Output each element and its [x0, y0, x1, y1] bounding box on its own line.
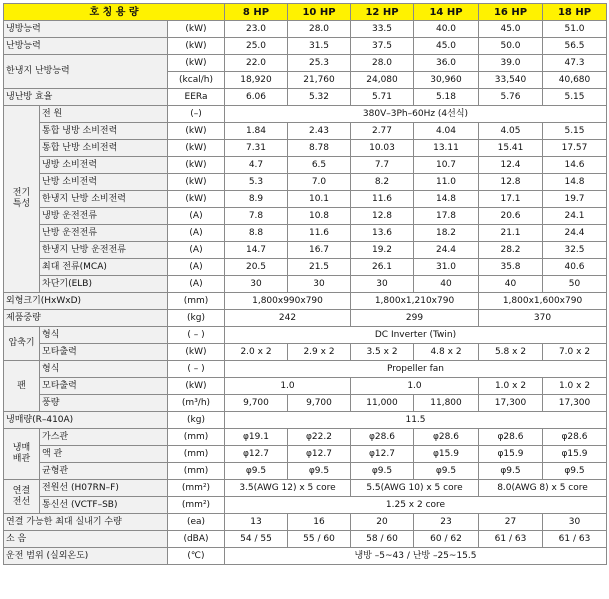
cell: 10.8 [288, 208, 351, 225]
cell: 24.4 [543, 225, 607, 242]
cell: 9,700 [225, 395, 288, 412]
row-unit: (m³/h) [168, 395, 225, 412]
cell: 61 / 63 [543, 531, 607, 548]
cell: 40 [479, 276, 543, 293]
table-row [4, 395, 607, 412]
table-row [4, 480, 607, 497]
table-row [4, 378, 607, 395]
table-row [4, 38, 607, 55]
cell: 16 [288, 514, 351, 531]
row-label: 한냉지 난방 운전전류 [40, 242, 168, 259]
row-label: 소 음 [4, 531, 168, 548]
row-unit: (kW) [168, 174, 225, 191]
cell: 7.0 x 2 [543, 344, 607, 361]
row-unit: (mm) [168, 463, 225, 480]
row-unit: (kW) [168, 157, 225, 174]
row-label: 냉매량(R–410A) [4, 412, 168, 429]
cell: 12.4 [479, 157, 543, 174]
cell: 3.5 x 2 [351, 344, 414, 361]
row-unit: (A) [168, 276, 225, 293]
cell: 5.5(AWG 10) x 5 core [351, 480, 479, 497]
cell: 1.0 [225, 378, 351, 395]
cell: 58 / 60 [351, 531, 414, 548]
cell: 20.5 [225, 259, 288, 276]
row-unit: (kcal/h) [168, 72, 225, 89]
table-row [4, 548, 607, 565]
row-label: 외형크기(HxWxD) [4, 293, 168, 310]
cell: 4.7 [225, 157, 288, 174]
cell: 28.0 [288, 21, 351, 38]
cell: 10.1 [288, 191, 351, 208]
row-unit: (kW) [168, 378, 225, 395]
cell: 3.5(AWG 12) x 5 core [225, 480, 351, 497]
category-wiring: 연결 전선 [4, 480, 40, 514]
cell: 21.5 [288, 259, 351, 276]
cell: 11.6 [288, 225, 351, 242]
cell: 9,700 [288, 395, 351, 412]
model-14hp: 14 HP [414, 4, 479, 21]
cell: 26.1 [351, 259, 414, 276]
row-label: 전 원 [40, 106, 168, 123]
row-unit: (A) [168, 242, 225, 259]
cell: φ12.7 [351, 446, 414, 463]
cell: 33,540 [479, 72, 543, 89]
cell: φ28.6 [543, 429, 607, 446]
cell: 13.6 [351, 225, 414, 242]
table-row [4, 361, 607, 378]
row-unit: (kW) [168, 123, 225, 140]
cell: 8.78 [288, 140, 351, 157]
cell: φ9.5 [414, 463, 479, 480]
cell: 1.84 [225, 123, 288, 140]
row-unit: (mm) [168, 429, 225, 446]
cell: φ15.9 [479, 446, 543, 463]
row-label: 난방능력 [4, 38, 168, 55]
cell: φ9.5 [351, 463, 414, 480]
row-label: 형식 [40, 327, 168, 344]
category-electrical: 전기 특성 [4, 106, 40, 293]
cell: 17.1 [479, 191, 543, 208]
row-label: 액 관 [40, 446, 168, 463]
row-unit: (kW) [168, 21, 225, 38]
table-row [4, 89, 607, 106]
cell: 1,800x1,210x790 [351, 293, 479, 310]
cell: 6.5 [288, 157, 351, 174]
table-row [4, 259, 607, 276]
cell: 2.9 x 2 [288, 344, 351, 361]
row-label: 연결 가능한 최대 실내기 수량 [4, 514, 168, 531]
row-label: 모타출력 [40, 378, 168, 395]
cell: 14.7 [225, 242, 288, 259]
row-unit: ( – ) [168, 361, 225, 378]
cell: 23 [414, 514, 479, 531]
row-unit: (A) [168, 208, 225, 225]
table-row [4, 191, 607, 208]
cell: 8.8 [225, 225, 288, 242]
cell: 13.11 [414, 140, 479, 157]
cell: 19.2 [351, 242, 414, 259]
cell: 2.43 [288, 123, 351, 140]
table-row [4, 412, 607, 429]
cell: 23.0 [225, 21, 288, 38]
cell: 18,920 [225, 72, 288, 89]
cell: 60 / 62 [414, 531, 479, 548]
cell: 5.3 [225, 174, 288, 191]
cell: 20.6 [479, 208, 543, 225]
model-18hp: 18 HP [543, 4, 607, 21]
row-unit: (kg) [168, 310, 225, 327]
cell: 242 [225, 310, 351, 327]
row-label: 한냉지 난방 소비전력 [40, 191, 168, 208]
cell: φ12.7 [288, 446, 351, 463]
cell: 1.0 x 2 [543, 378, 607, 395]
row-unit: (kW) [168, 344, 225, 361]
cell: 냉방 –5~43 / 난방 –25~15.5 [225, 548, 607, 565]
table-row [4, 429, 607, 446]
cell: 11,800 [414, 395, 479, 412]
cell: 24.4 [414, 242, 479, 259]
cell: 36.0 [414, 55, 479, 72]
table-row [4, 463, 607, 480]
cell: 40.6 [543, 259, 607, 276]
cell: 18.2 [414, 225, 479, 242]
cell: 7.31 [225, 140, 288, 157]
cell: 7.7 [351, 157, 414, 174]
row-unit: (kW) [168, 38, 225, 55]
cell: 19.7 [543, 191, 607, 208]
cell: 25.0 [225, 38, 288, 55]
row-unit: (ea) [168, 514, 225, 531]
cell: 35.8 [479, 259, 543, 276]
row-unit: (kg) [168, 412, 225, 429]
table-row [4, 242, 607, 259]
cell: φ28.6 [414, 429, 479, 446]
cell: 14.6 [543, 157, 607, 174]
table-row [4, 106, 607, 123]
cell: 55 / 60 [288, 531, 351, 548]
cell: 1.0 x 2 [479, 378, 543, 395]
cell: 32.5 [543, 242, 607, 259]
cell: 5.15 [543, 123, 607, 140]
cell: 28.2 [479, 242, 543, 259]
cell: 20 [351, 514, 414, 531]
cell: 56.5 [543, 38, 607, 55]
cell: φ12.7 [225, 446, 288, 463]
row-unit: (kW) [168, 191, 225, 208]
cell: 21,760 [288, 72, 351, 89]
cell: φ9.5 [479, 463, 543, 480]
table-row [4, 497, 607, 514]
cell: 6.06 [225, 89, 288, 106]
cell: φ15.9 [414, 446, 479, 463]
cell: 12.8 [351, 208, 414, 225]
cell: 27 [479, 514, 543, 531]
cell: 5.71 [351, 89, 414, 106]
cell: 33.5 [351, 21, 414, 38]
row-unit: (A) [168, 225, 225, 242]
cell: φ9.5 [288, 463, 351, 480]
cell: φ19.1 [225, 429, 288, 446]
cell: 7.8 [225, 208, 288, 225]
table-row [4, 208, 607, 225]
table-row [4, 21, 607, 38]
cell: 1.25 x 2 core [225, 497, 607, 514]
cell: 5.8 x 2 [479, 344, 543, 361]
cell: 11.5 [225, 412, 607, 429]
cell: 10.03 [351, 140, 414, 157]
row-unit: (mm) [168, 446, 225, 463]
cell: 31.0 [414, 259, 479, 276]
cell: 47.3 [543, 55, 607, 72]
row-label: 냉방능력 [4, 21, 168, 38]
row-unit: (mm) [168, 293, 225, 310]
cell: 5.15 [543, 89, 607, 106]
cell: 1.0 [351, 378, 479, 395]
table-row [4, 293, 607, 310]
spec-table [3, 3, 607, 565]
cell: 14.8 [414, 191, 479, 208]
cell: 12.8 [479, 174, 543, 191]
cell: 1,800x1,600x790 [479, 293, 607, 310]
cell: 299 [351, 310, 479, 327]
cell: 4.8 x 2 [414, 344, 479, 361]
cell: 24,080 [351, 72, 414, 89]
cell: 13 [225, 514, 288, 531]
cell: 30 [351, 276, 414, 293]
category-piping: 냉매 배관 [4, 429, 40, 480]
row-label: 냉난방 효율 [4, 89, 168, 106]
model-12hp: 12 HP [351, 4, 414, 21]
cell: 50.0 [479, 38, 543, 55]
category-fan: 팬 [4, 361, 40, 412]
table-row [4, 157, 607, 174]
table-row [4, 531, 607, 548]
row-label: 차단기(ELB) [40, 276, 168, 293]
cell: 5.32 [288, 89, 351, 106]
table-row [4, 344, 607, 361]
header-row [4, 4, 607, 21]
row-label: 냉방 소비전력 [40, 157, 168, 174]
cell: 54 / 55 [225, 531, 288, 548]
model-8hp: 8 HP [225, 4, 288, 21]
cell: 50 [543, 276, 607, 293]
cell: 17.8 [414, 208, 479, 225]
cell: 15.41 [479, 140, 543, 157]
cell: φ28.6 [351, 429, 414, 446]
row-label: 형식 [40, 361, 168, 378]
table-row [4, 327, 607, 344]
cell: 17,300 [543, 395, 607, 412]
cell: 17,300 [479, 395, 543, 412]
cell: 22.0 [225, 55, 288, 72]
row-unit: (mm²) [168, 480, 225, 497]
table-row [4, 174, 607, 191]
table-row [4, 140, 607, 157]
spec-table-wrapper [3, 3, 607, 565]
cell: 40,680 [543, 72, 607, 89]
row-unit: (mm²) [168, 497, 225, 514]
row-label: 통합 냉방 소비전력 [40, 123, 168, 140]
category-compressor: 압축기 [4, 327, 40, 361]
table-row [4, 446, 607, 463]
cell: 2.77 [351, 123, 414, 140]
cell: 30,960 [414, 72, 479, 89]
row-label: 전원선 (H07RN–F) [40, 480, 168, 497]
row-label: 한냉지 난방능력 [4, 55, 168, 89]
row-unit: (–) [168, 106, 225, 123]
cell: φ28.6 [479, 429, 543, 446]
cell: 16.7 [288, 242, 351, 259]
cell: 40.0 [414, 21, 479, 38]
cell: 14.8 [543, 174, 607, 191]
cell: 10.7 [414, 157, 479, 174]
cell: 11.0 [414, 174, 479, 191]
cell: 4.04 [414, 123, 479, 140]
cell: 25.3 [288, 55, 351, 72]
cell: 61 / 63 [479, 531, 543, 548]
table-row [4, 276, 607, 293]
cell: 370 [479, 310, 607, 327]
cell: 30 [543, 514, 607, 531]
row-unit: (dBA) [168, 531, 225, 548]
cell: 45.0 [414, 38, 479, 55]
row-label: 제품중량 [4, 310, 168, 327]
cell: 21.1 [479, 225, 543, 242]
cell: 2.0 x 2 [225, 344, 288, 361]
cell: 28.0 [351, 55, 414, 72]
row-label: 균형관 [40, 463, 168, 480]
cell: 11,000 [351, 395, 414, 412]
row-unit: (kW) [168, 140, 225, 157]
row-label: 난방 운전전류 [40, 225, 168, 242]
cell: 5.76 [479, 89, 543, 106]
cell: φ9.5 [225, 463, 288, 480]
row-unit: (A) [168, 259, 225, 276]
cell: φ15.9 [543, 446, 607, 463]
cell: 7.0 [288, 174, 351, 191]
cell: 30 [225, 276, 288, 293]
row-label: 통신선 (VCTF–SB) [40, 497, 168, 514]
row-label: 가스관 [40, 429, 168, 446]
cell: 45.0 [479, 21, 543, 38]
table-row [4, 225, 607, 242]
row-label: 통합 난방 소비전력 [40, 140, 168, 157]
row-label: 냉방 운전전류 [40, 208, 168, 225]
table-row [4, 123, 607, 140]
cell: 380V–3Ph–60Hz (4선식) [225, 106, 607, 123]
table-row [4, 310, 607, 327]
cell: 30 [288, 276, 351, 293]
row-label: 난방 소비전력 [40, 174, 168, 191]
cell: 40 [414, 276, 479, 293]
cell: φ9.5 [543, 463, 607, 480]
cell: 8.0(AWG 8) x 5 core [479, 480, 607, 497]
cell: 11.6 [351, 191, 414, 208]
row-label: 운전 범위 (실외온도) [4, 548, 168, 565]
row-unit: EERa [168, 89, 225, 106]
model-10hp: 10 HP [288, 4, 351, 21]
cell: 1,800x990x790 [225, 293, 351, 310]
cell: Propeller fan [225, 361, 607, 378]
cell: DC Inverter (Twin) [225, 327, 607, 344]
header-title: 호 칭 용 량 [4, 4, 225, 21]
row-label: 모타출력 [40, 344, 168, 361]
cell: φ22.2 [288, 429, 351, 446]
row-unit: ( – ) [168, 327, 225, 344]
cell: 51.0 [543, 21, 607, 38]
table-row [4, 514, 607, 531]
row-label: 최대 전류(MCA) [40, 259, 168, 276]
model-16hp: 16 HP [479, 4, 543, 21]
cell: 8.2 [351, 174, 414, 191]
table-row [4, 55, 607, 72]
cell: 5.18 [414, 89, 479, 106]
cell: 8.9 [225, 191, 288, 208]
cell: 24.1 [543, 208, 607, 225]
cell: 17.57 [543, 140, 607, 157]
row-unit: (℃) [168, 548, 225, 565]
cell: 31.5 [288, 38, 351, 55]
cell: 4.05 [479, 123, 543, 140]
row-unit: (kW) [168, 55, 225, 72]
cell: 37.5 [351, 38, 414, 55]
cell: 39.0 [479, 55, 543, 72]
row-label: 풍량 [40, 395, 168, 412]
